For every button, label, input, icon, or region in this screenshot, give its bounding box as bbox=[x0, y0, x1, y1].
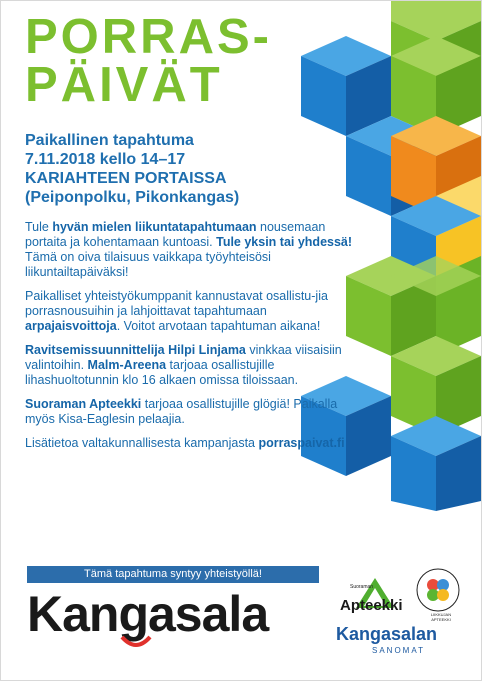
paragraph-invite bbox=[25, 220, 355, 280]
title-line-1: PORRAS- bbox=[25, 10, 272, 64]
campaign-link[interactable]: porraspaivat.fi bbox=[258, 436, 345, 450]
event-address: (Peiponpolku, Pikonkangas) bbox=[25, 189, 240, 206]
cube-blue-1 bbox=[301, 36, 391, 136]
event-info bbox=[25, 131, 239, 207]
text: vinkkaa viisaisiin valintoihin. bbox=[25, 343, 342, 372]
text: Paikalliset yhteistyökumppanit kannustavat osallistu-jia porrasnousuihin ja lahjoittavat tapahtumaan bbox=[25, 289, 328, 318]
event-type: Paikallinen tapahtuma bbox=[25, 132, 194, 149]
text-bold: Ravitsemissuunnittelija Hilpi Linjama bbox=[25, 343, 246, 357]
liikkujan-label: LIIKKUJAN APTEEKKI bbox=[430, 612, 452, 622]
liikkujan-apteekki-icon bbox=[415, 567, 461, 613]
cooperation-banner: Tämä tapahtuma syntyy yhteistyöllä! bbox=[27, 566, 319, 583]
text-bold: Tule yksin tai yhdessä! bbox=[216, 235, 353, 249]
text-bold: Suoraman Apteekki bbox=[25, 397, 142, 411]
paragraph-partners bbox=[25, 289, 355, 334]
sanomat-subtitle: SANOMAT bbox=[372, 646, 425, 655]
poster-title bbox=[25, 10, 272, 112]
text-bold: hyvän mielen liikuntatapahtumaan bbox=[52, 220, 257, 234]
text-bold: arpajaisvoittoja bbox=[25, 319, 117, 333]
text: tarjoaa osallistujille glögiä! Paikalla myös Kisa-Eaglesin pelaajia. bbox=[25, 397, 338, 426]
event-datetime: 7.11.2018 kello 14–17 bbox=[25, 151, 186, 168]
text: Lisätietoa valtakunnallisesta kampanjasta bbox=[25, 436, 259, 450]
paragraph-more-info bbox=[25, 436, 355, 451]
apteekki-top-label: Suoraman bbox=[350, 584, 374, 590]
text: Tule bbox=[25, 220, 53, 234]
cube-blue-5 bbox=[391, 416, 481, 511]
text: Tämä on oiva tilaisuus vaikkapa työyhteisösi liikuntailtapäiväksi! bbox=[25, 250, 271, 279]
text: . Voitot arvotaan tapahtuman aikana! bbox=[116, 319, 321, 333]
kangasalan-sanomat-logo: Kangasalan bbox=[336, 624, 438, 644]
paragraph-program bbox=[25, 343, 355, 388]
text-bold: Malm-Areena bbox=[87, 358, 167, 372]
text: nousemaan portaita ja kohentamaan kuntoasi. bbox=[25, 220, 326, 249]
paragraph-pharmacy bbox=[25, 397, 355, 427]
apteekki-logo-text: Apteekki bbox=[340, 597, 403, 614]
smile-icon bbox=[119, 635, 153, 651]
body-text bbox=[25, 220, 355, 460]
title-line-2: PÄIVÄT bbox=[25, 58, 223, 112]
text: tarjoaa osallistujille lihashuoltotunnin klo 16 alkaen omissa tiloissaan. bbox=[25, 358, 299, 387]
kangasala-logo: Kangasala bbox=[27, 586, 269, 642]
event-location: KARIAHTEEN PORTAISSA bbox=[25, 170, 227, 187]
